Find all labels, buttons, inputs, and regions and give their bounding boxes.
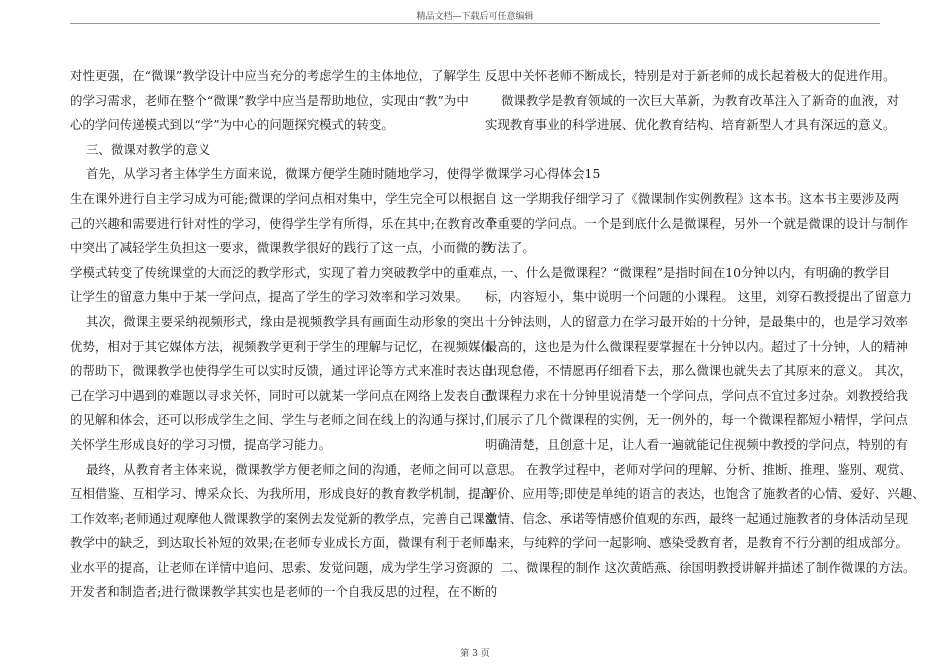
text-line: 们展示了几个微课程的实例，无一例外的，每一个微课程都短小精悍，学问点 (485, 412, 908, 428)
text-line: 的学习需求，老师在整个“微课”教学中应当是帮助地位，实现由“教”为中 (70, 92, 469, 108)
text-line: 心的学问传递模式到以“学”为中心的问题探究模式的转变。 (70, 117, 394, 133)
text-line: 生在课外进行自主学习成为可能;微课的学问点相对集中，学生完全可以根据自 (70, 190, 498, 206)
text-line: 微课学习心得体会15 (485, 166, 601, 182)
text-line: 反思中关怀老师不断成长，特别是对于新老师的成长起着极大的促进作用。 (485, 68, 896, 83)
text-line: 二、微课程的制作 这次黄皓燕、徐国明教授讲解并描述了制作微课的方法。 (485, 559, 916, 575)
text-line: 工作效率;老师通过观摩他人微课教学的案例去发觉新的教学点，完善自己课堂 (70, 510, 498, 526)
right-block-2 (485, 162, 925, 580)
text-line: 明确清楚，且创意十足，让人看一遍就能记住视频中教授的学问点，特别的有 (485, 436, 908, 452)
text-line: 对性更强，在“微课”教学设计中应当充分的考虑学生的主体地位，了解学生 (70, 68, 481, 83)
text-line: 其次，微课主要采纳视频形式，缘由是视频教学具有画面生动形象的突出 (70, 313, 485, 329)
page-number: 第 3 页 (460, 649, 490, 659)
text-line: 的帮助下，微课教学也使得学生可以实时反馈，通过评论等方式来准时表达自 (70, 363, 493, 379)
text-line: 己在学习中遇到的难题以寻求关怀，同时可以就某一学问点在网络上发表自己 (70, 387, 493, 403)
text-line: 学模式转变了传统课堂的大而泛的教学形式，实现了着力突破教学中的重难点， (70, 264, 506, 280)
text-line: 最高的，这也是为什么微课程要掌握在十分钟以内。超过了十分钟，人的精神 (485, 338, 908, 354)
page-header: 精品文档—下载后可任意编辑 (416, 12, 534, 22)
text-line: 中突出了减轻学生负担这一要求，微课教学很好的践行了这一点，小而微的教 (70, 240, 493, 256)
text-line: 开发者和制造者;进行微课教学其实也是老师的一个自我反思的过程，在不断的 (70, 584, 498, 600)
text-line: 首先，从学习者主体学生方面来说，微课方便学生随时随地学习，使得学 (70, 166, 485, 182)
text-line: 评价、应用等;即使是单纯的语言的表达，也饱含了施教者的心情、爱好、兴趣、 (485, 486, 925, 502)
text-line: 优势，相对于其它媒体方法，视频教学更利于学生的理解与记忆，在视频媒体 (70, 338, 493, 354)
text-line: 出现怠倦，不情愿再仔细看下去，那么微课也就失去了其原来的意义。 其次， (485, 363, 912, 379)
text-line: 标，内容短小，集中说明一个问题的小课程。 这里，刘穿石教授提出了留意力 (485, 289, 912, 305)
text-line: 的见解和体会，还可以形成学生之间、学生与老师之间在线上的沟通与探讨， (70, 412, 493, 428)
text-line: 方法了。 (485, 240, 535, 256)
text-line: 激情、信念、承诺等情感价值观的东西，最终一起通过施教者的身体活动呈现 (485, 510, 908, 526)
text-line: 一、什么是微课程？“微课程”是指时间在10分钟以内，有明确的教学目 (485, 264, 891, 280)
text-line: 微课教学是教育领域的一次巨大革新，为教育改革注入了新奇的血液，对 (485, 92, 900, 108)
section-gap (485, 138, 885, 163)
text-line: 微课程力求在十分钟里说清楚一个学问点，学问点不宜过多过杂。刘教授给我 (485, 387, 908, 403)
text-line: 三、微课对教学的意义 (70, 141, 211, 157)
text-line: 这一学期我仔细学习了《微课制作实例教程》这本书。这本书主要涉及两 (485, 190, 900, 206)
text-line: 业水平的提高，让老师在详情中追问、思索、发觉问题，成为学生学习资源的 (70, 559, 493, 575)
right-column (485, 64, 925, 580)
text-line: 关怀学生形成良好的学习习惯，提高学习能力。 (70, 436, 332, 452)
text-line: 让学生的留意力集中于某一学问点，提高了学生的学习效率和学习效果。 (70, 289, 469, 305)
left-column (70, 64, 506, 605)
text-line: 教学中的缺乏，到达取长补短的效果;在老师专业成长方面，微课有利于老师专 (70, 535, 498, 551)
right-block-1 (485, 64, 900, 138)
text-line: 出来，与纯粹的学问一起影响、感染受教育者，是教育不行分割的组成部分。 (485, 535, 908, 551)
header-divider (70, 23, 880, 24)
text-line: 个重要的学问点。一个是到底什么是微课程，另外一个就是微课的设计与制作 (485, 215, 908, 231)
text-line: 最终，从教育者主体来说，微课教学方便老师之间的沟通，老师之间可以 (70, 461, 485, 477)
text-line: 十分钟法则，人的留意力在学习最开始的十分钟，是最集中的，也是学习效率 (485, 313, 908, 329)
text-line: 互相借鉴、互相学习、博采众长、为我所用，形成良好的教育教学机制，提高 (70, 486, 493, 502)
text-line: 实现教育事业的科学进展、优化教育结构、培育新型人才具有深远的意义。 (485, 117, 896, 133)
text-line: 意思。 在教学过程中，老师对学问的理解、分析、推断、推理、鉴别、观赏、 (485, 461, 912, 477)
text-line: 己的兴趣和需要进行针对性的学习，使得学生学有所得，乐在其中;在教育改革 (70, 215, 498, 231)
